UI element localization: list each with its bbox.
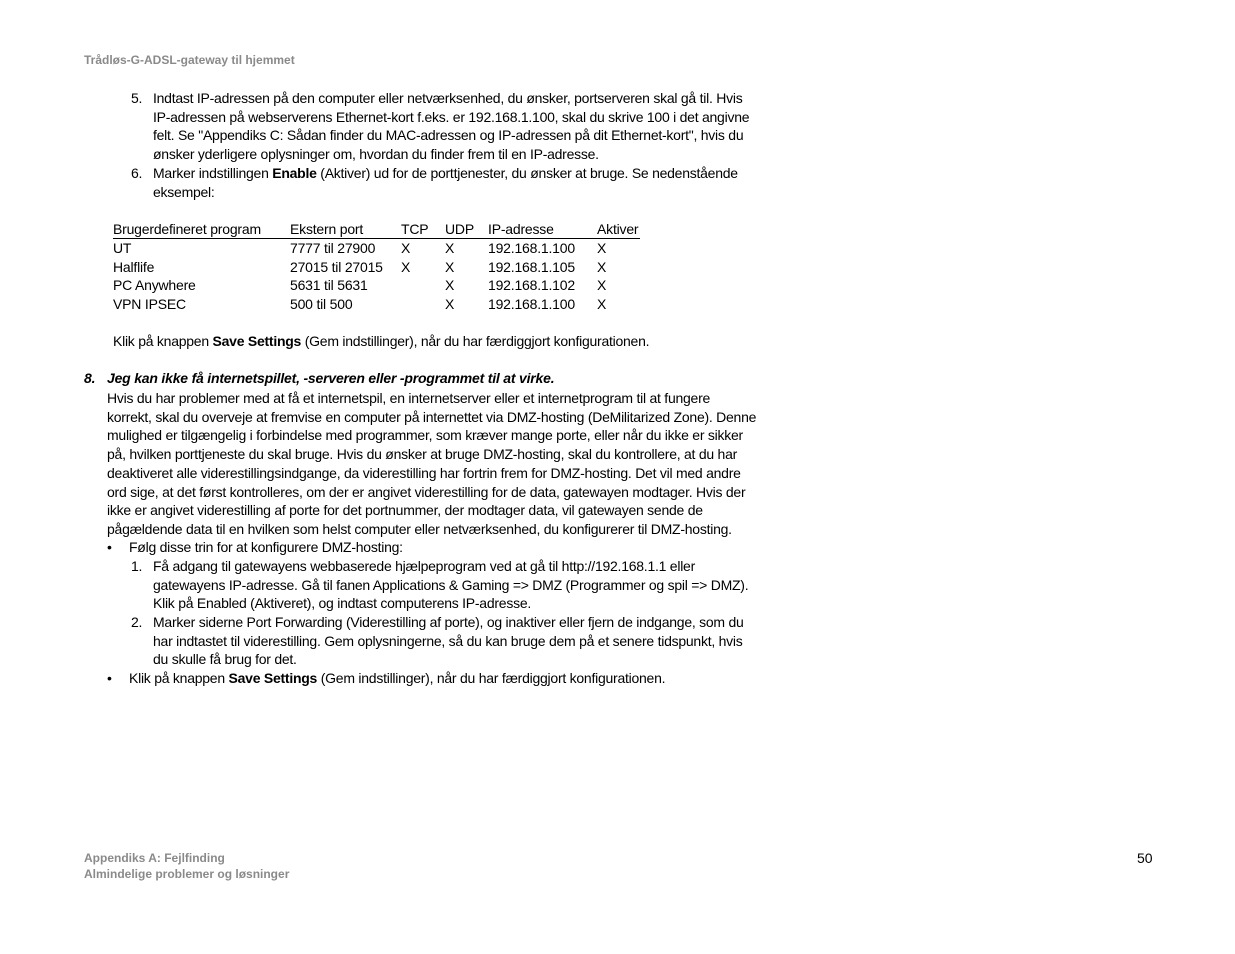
table-row bbox=[113, 276, 640, 295]
table-cell: 5631 til 5631 bbox=[290, 277, 368, 294]
bullet-symbol: • bbox=[107, 670, 112, 686]
step-line bbox=[153, 164, 773, 183]
table-cell: 192.168.1.100 bbox=[488, 240, 575, 257]
body-line: ikke er angivet viderestilling af porte for det portnummer, der modtager data, vil gatewayen sende de bbox=[107, 502, 703, 519]
column-header: Brugerdefineret program bbox=[113, 219, 290, 239]
column-header: UDP bbox=[445, 219, 488, 239]
column-header: IP-adresse bbox=[488, 219, 597, 239]
step-line: eksempel: bbox=[153, 183, 215, 200]
step-line: ønsker yderligere oplysninger om, hvordan du finder frem til en IP-adresse. bbox=[153, 146, 599, 163]
table-cell: 27015 til 27015 bbox=[290, 258, 383, 275]
step-number: 2. bbox=[131, 614, 143, 630]
table-cell: X bbox=[597, 240, 607, 257]
step-line: du skulle få brug for det. bbox=[153, 651, 297, 668]
body-line: Hvis du har problemer med at få et internetspil, en internetserver eller et internetprogram til at fungere bbox=[107, 390, 711, 406]
table-cell: UT bbox=[113, 240, 132, 257]
body-line: mulighed er tilgængelig i forbindelse med programmer, som kræver mange porte, eller når du ikke er sikker bbox=[107, 427, 743, 444]
step-line: har indtastet til viderestilling. Gem oplysningerne, så du kan bruge dem på et senere tidspunkt, hvis bbox=[153, 632, 743, 649]
table-cell: VPN IPSEC bbox=[113, 296, 186, 313]
save-settings-label: Save Settings bbox=[212, 333, 302, 349]
step-text: Marker indstillingen bbox=[153, 165, 273, 181]
table-cell bbox=[401, 295, 445, 314]
footer-section: Almindelige problemer og løsninger bbox=[84, 867, 290, 881]
table-row bbox=[113, 258, 640, 277]
body-line: på, hvilken porttjeneste du skal bruge. Hvis du ønsker at bruge DMZ-hosting, skal du kontrollere, at du har bbox=[107, 446, 738, 463]
column-header: Aktiver bbox=[597, 220, 639, 237]
table-cell: X bbox=[597, 258, 607, 275]
bullet-text: (Gem indstillinger), når du har færdiggjort konfigurationen. bbox=[317, 670, 666, 686]
table-cell: 192.168.1.105 bbox=[488, 258, 575, 275]
table-cell: Halflife bbox=[113, 258, 155, 275]
table-cell: 500 til 500 bbox=[290, 296, 353, 313]
table-cell: X bbox=[445, 258, 455, 275]
page-number: 50 bbox=[1137, 850, 1153, 866]
table-header-row bbox=[113, 219, 640, 239]
table-cell: X bbox=[401, 258, 411, 275]
bullet-symbol: • bbox=[107, 539, 112, 555]
footer-chapter: Appendiks A: Fejlfinding bbox=[84, 851, 225, 865]
step-line: Få adgang til gatewayens webbaserede hjælpeprogram ved at gå til http://192.168.1.1 eller bbox=[153, 558, 696, 574]
step-line: gatewayens IP-adresse. Gå til fanen Applications & Gaming => DMZ (Programmer og spil => DMZ). bbox=[153, 576, 749, 593]
question-heading bbox=[84, 370, 554, 386]
table-cell: X bbox=[401, 240, 411, 257]
table-cell: PC Anywhere bbox=[113, 277, 196, 294]
step-line: Indtast IP-adressen på den computer eller netværksenhed, du ønsker, portserveren skal gå til. Hvis bbox=[153, 90, 743, 106]
question-number: 8. bbox=[84, 370, 96, 386]
table-cell: X bbox=[445, 240, 455, 257]
table-cell: X bbox=[445, 296, 455, 313]
step-line: Marker siderne Port Forwarding (Viderestilling af porte), og inaktiver eller fjern de indgange, som du bbox=[153, 614, 744, 630]
column-header: TCP bbox=[401, 219, 445, 239]
table-cell: X bbox=[597, 277, 607, 294]
bullet-text: Følg disse trin for at konfigurere DMZ-hosting: bbox=[129, 539, 403, 555]
table-cell: X bbox=[445, 277, 455, 294]
table-row bbox=[113, 239, 640, 258]
bullet-item bbox=[107, 538, 403, 557]
table-cell: X bbox=[597, 296, 607, 313]
table-cell: 192.168.1.100 bbox=[488, 296, 575, 313]
step-5 bbox=[131, 89, 773, 164]
save-settings-label: Save Settings bbox=[228, 670, 318, 686]
port-forwarding-table bbox=[113, 219, 640, 313]
table-row bbox=[113, 295, 640, 314]
step-line: felt. Se "Appendiks C: Sådan finder du MAC-adressen og IP-adressen på dit Ethernet-kort", hvis du bbox=[153, 127, 744, 144]
question-title: Jeg kan ikke få internetspillet, -serveren eller -programmet til at virke. bbox=[107, 370, 555, 386]
bullet-item bbox=[107, 669, 666, 688]
table-cell bbox=[401, 276, 445, 295]
enable-label: Enable bbox=[272, 165, 317, 181]
body-line: deaktiveret alle viderestillingsindgange, da viderestilling har fortrin frem for DMZ-hosting. Det vil med andre bbox=[107, 464, 741, 481]
column-header: Ekstern port bbox=[290, 219, 401, 239]
bullet-text: Klik på knappen bbox=[129, 670, 229, 686]
note-text: (Gem indstillinger), når du har færdiggjort konfigurationen. bbox=[301, 333, 650, 349]
body-line: pågældende data til en hvilken som helst computer eller netværksenhed, du konfigurerer til DMZ-hosting. bbox=[107, 520, 732, 537]
step-6 bbox=[131, 164, 773, 201]
page-header: Trådløs-G-ADSL-gateway til hjemmet bbox=[84, 53, 295, 67]
step-number: 6. bbox=[131, 165, 143, 181]
step-number: 5. bbox=[131, 90, 143, 106]
step-line: IP-adressen på webserverens Ethernet-kort f.eks. er 192.168.1.100, skal du skrive 100 i det angivne bbox=[153, 108, 750, 125]
dmz-step-2 bbox=[131, 613, 773, 669]
save-settings-note bbox=[113, 332, 649, 351]
dmz-step-1 bbox=[131, 557, 773, 613]
question-body bbox=[107, 389, 767, 539]
note-text: Klik på knappen bbox=[113, 333, 213, 349]
page-footer bbox=[84, 850, 289, 882]
body-line: ord sige, at det først kontrolleres, om der er angivet viderestilling for de data, gatewayen modtager. Hvis der bbox=[107, 483, 746, 500]
step-line: Klik på Enabled (Aktiveret), og indtast computerens IP-adresse. bbox=[153, 595, 531, 612]
step-text: (Aktiver) ud for de porttjenester, du ønsker at bruge. Se nedenstående bbox=[316, 165, 738, 181]
table-cell: 192.168.1.102 bbox=[488, 277, 575, 294]
step-number: 1. bbox=[131, 558, 143, 574]
table-cell: 7777 til 27900 bbox=[290, 240, 376, 257]
body-line: korrekt, skal du overveje at fremvise en computer på internettet via DMZ-hosting (DeMilitarized Zone). Denne bbox=[107, 408, 757, 425]
